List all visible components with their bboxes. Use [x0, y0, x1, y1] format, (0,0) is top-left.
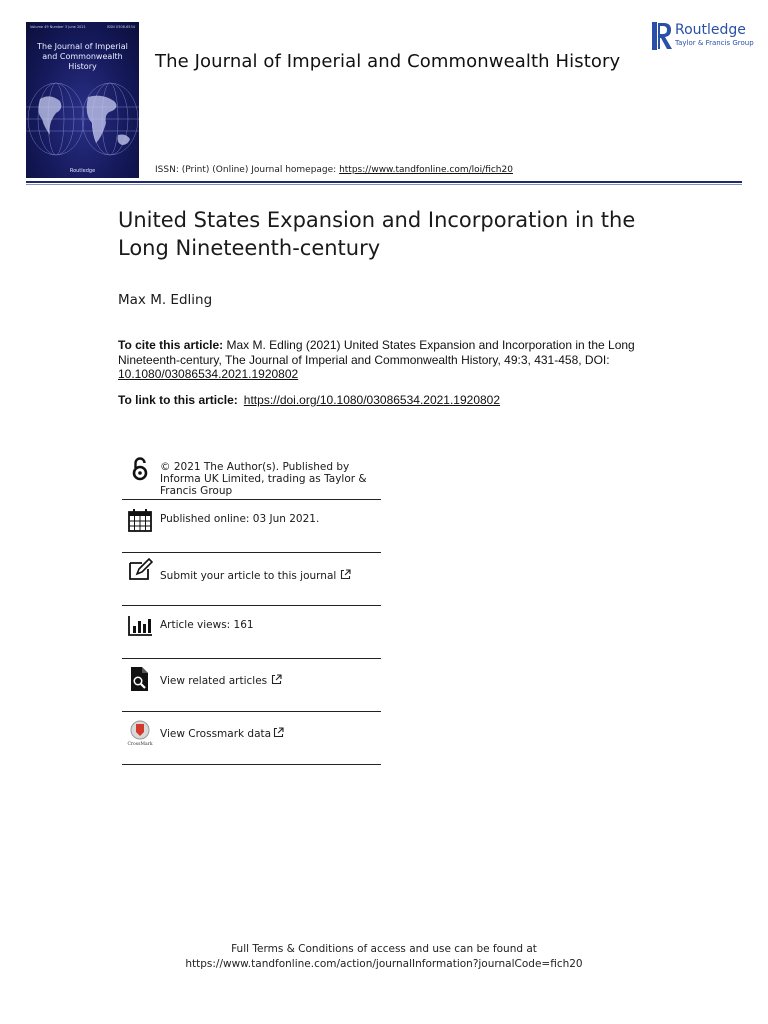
cite-doi-link[interactable]: 10.1080/03086534.2021.1920802 — [118, 367, 299, 381]
article-title: United States Expansion and Incorporation in the Long Nineteenth-century — [118, 208, 636, 260]
routledge-logo — [652, 22, 754, 52]
crossmark-row[interactable] — [122, 711, 381, 765]
cover-issue: Volume 49 Number 3 June 2021 — [30, 25, 86, 29]
license-row — [122, 452, 381, 500]
cover-meta — [30, 25, 135, 29]
link-label: To link to this article: — [118, 393, 238, 407]
license-text: © 2021 The Author(s). Published by Informa UK Limited, trading as Taylor & Francis Group — [160, 461, 367, 497]
article-author: Max M. Edling — [118, 292, 213, 308]
cite-text: Max M. Edling (2021) United States Expansion and Incorporation in the Long Nineteenth-century, The Journal of Imperial and Commonwealth History, 49:3, 431-458, DOI: — [118, 338, 635, 367]
cover-publisher: Routledge — [69, 168, 96, 174]
submit-label: Submit your article to this journal — [160, 570, 337, 582]
issn-text: ISSN: (Print) (Online) Journal homepage: — [155, 165, 340, 175]
submit-row[interactable] — [122, 552, 381, 606]
link-block — [118, 393, 500, 407]
related-articles-link[interactable] — [160, 674, 282, 687]
article-views: Article views: 161 — [160, 619, 254, 631]
logo-subtitle: Taylor & Francis Group — [675, 39, 754, 47]
related-row[interactable] — [122, 658, 381, 712]
document-search-icon — [127, 666, 153, 692]
journal-title: The Journal of Imperial and Commonwealth History — [155, 51, 621, 72]
logo-name: Routledge — [675, 22, 746, 38]
globe-map-icon — [26, 77, 139, 167]
crossmark-icon-label: CrossMark — [127, 742, 153, 746]
crossmark-link[interactable] — [160, 727, 284, 740]
submit-article-link[interactable] — [160, 569, 351, 582]
citation-block — [118, 338, 648, 382]
footer-terms-text: Full Terms & Conditions of access and use can be found at — [231, 943, 537, 955]
open-access-icon — [127, 456, 153, 482]
article-doi-link[interactable]: https://doi.org/10.1080/03086534.2021.1920802 — [243, 393, 501, 407]
cover-issn: ISSN 0308-6534 — [106, 25, 135, 29]
crossmark-icon — [127, 720, 153, 746]
cite-label: To cite this article: — [118, 338, 224, 352]
issn-line — [155, 165, 513, 175]
views-row — [122, 605, 381, 659]
external-link-icon — [340, 569, 351, 580]
routledge-r-icon — [652, 22, 672, 50]
header-rule-thin — [26, 184, 742, 185]
external-link-icon — [273, 727, 284, 738]
calendar-icon — [127, 507, 153, 533]
footer-terms-link[interactable]: https://www.tandfonline.com/action/journalInformation?journalCode=fich20 — [185, 958, 583, 970]
published-row — [122, 499, 381, 553]
footer — [0, 942, 768, 972]
related-label: View related articles — [160, 675, 268, 687]
journal-homepage-link[interactable]: https://www.tandfonline.com/loi/fich20 — [339, 165, 513, 175]
bar-chart-icon — [127, 613, 153, 639]
crossmark-label: View Crossmark data — [160, 728, 272, 740]
cover-title: The Journal of Imperial and Commonwealth History — [37, 42, 128, 71]
published-date: Published online: 03 Jun 2021. — [160, 513, 320, 525]
header-rule — [26, 181, 742, 183]
journal-cover — [26, 22, 139, 178]
edit-icon — [127, 558, 153, 584]
external-link-icon — [271, 674, 282, 685]
